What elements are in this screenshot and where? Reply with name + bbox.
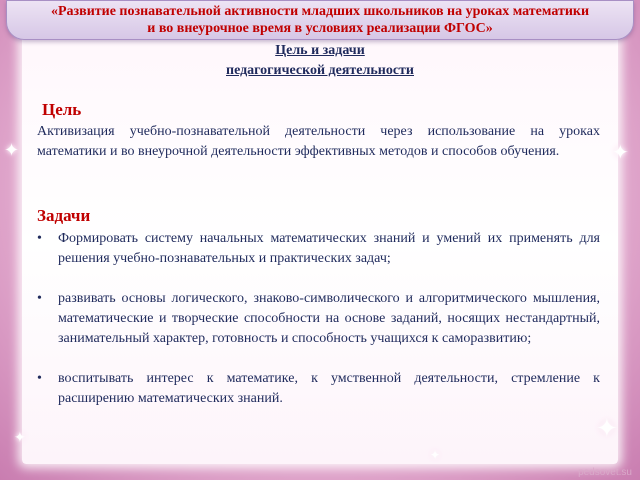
- watermark: pedsovet.su: [578, 467, 632, 478]
- banner-line-2: и во внеурочное время в условиях реализации ФГОС»: [147, 21, 493, 36]
- sparkle-icon: ✦: [14, 431, 26, 446]
- task-item-1: [37, 229, 600, 269]
- list-spacer: [37, 349, 600, 369]
- tasks-heading: Задачи: [37, 206, 91, 225]
- banner-line-1: «Развитие познавательной активности младших школьников на уроках математики: [50, 4, 590, 19]
- task-text-3: воспитывать интерес к математике, к умственной деятельности, стремление к расширению математических знаний.: [58, 371, 600, 406]
- subtitle-line-1: Цель и задачи: [275, 43, 365, 58]
- list-spacer: [37, 269, 600, 289]
- goal-heading: Цель: [42, 100, 82, 119]
- goal-text: Активизация учебно-познавательной деятельности через использование на уроках математики и во внеурочной деятельности эффективных методов и способов обучения.: [37, 124, 600, 159]
- subtitle-line-2: педагогической деятельности: [226, 63, 414, 78]
- task-item-3: [37, 369, 600, 409]
- sparkle-icon: ✦: [612, 142, 629, 164]
- bullet-icon: •: [37, 291, 42, 306]
- task-item-2: [37, 289, 600, 349]
- sparkle-icon: ✦: [4, 140, 20, 160]
- sparkle-icon: ✦: [430, 448, 441, 462]
- sparkle-icon: ✦: [596, 414, 618, 443]
- bullet-icon: •: [37, 231, 42, 246]
- bullet-icon: •: [37, 371, 42, 386]
- task-text-2: развивать основы логического, знаково-символического и алгоритмического мышления, математические и творческие способности на основе заданий, носящих нестандартный, занимательный характер, готовность и способность учащихся к саморазвитию;: [58, 291, 600, 346]
- task-text-1: Формировать систему начальных математических знаний и умений их применять для решения учебно-познавательных и практических задач;: [58, 231, 600, 266]
- tasks-list: [37, 229, 600, 409]
- title-banner: [6, 0, 634, 40]
